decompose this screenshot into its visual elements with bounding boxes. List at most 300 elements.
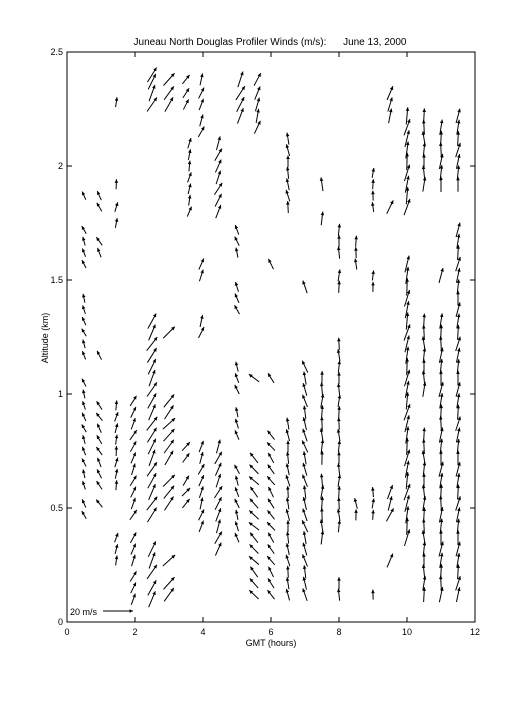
wind-arrow <box>183 453 190 462</box>
wind-arrow <box>456 337 461 351</box>
wind-arrow <box>286 190 290 201</box>
wind-arrow <box>371 590 375 600</box>
wind-arrow <box>183 88 189 98</box>
wind-arrow <box>82 401 85 409</box>
wind-arrow <box>388 496 392 510</box>
wind-arrow <box>321 531 325 545</box>
wind-arrow <box>82 379 86 387</box>
wind-arrow <box>286 144 290 156</box>
wind-arrow <box>456 496 461 510</box>
wind-arrow <box>188 149 192 160</box>
wind-arrow <box>337 463 341 475</box>
wind-arrow <box>249 477 259 485</box>
wind-arrow <box>216 519 221 533</box>
wind-arrow <box>338 269 342 281</box>
x-axis-label: GMT (hours) <box>246 638 297 648</box>
wind-arrow <box>354 247 358 258</box>
wind-arrow <box>354 259 358 270</box>
wind-arrow <box>115 446 119 456</box>
wind-arrow <box>188 138 192 148</box>
wind-arrow <box>235 499 240 508</box>
wind-arrow <box>254 73 261 86</box>
wind-arrow <box>235 510 239 520</box>
wind-arrow <box>267 556 275 565</box>
wind-arrow <box>165 97 173 111</box>
wind-arrow <box>337 486 341 498</box>
wind-arrow <box>286 486 290 498</box>
wind-arrow <box>371 282 375 292</box>
wind-arrow <box>302 440 308 452</box>
wind-arrow <box>149 325 156 341</box>
wind-arrow <box>268 533 274 543</box>
wind-arrow <box>82 511 86 519</box>
wind-arrow <box>249 510 258 519</box>
x-tick-label: 8 <box>336 627 341 637</box>
wind-arrow <box>337 224 341 236</box>
wind-arrow <box>115 469 119 479</box>
wind-arrow <box>387 485 393 499</box>
wind-arrow <box>115 423 118 433</box>
wind-arrow <box>320 519 324 533</box>
wind-arrow <box>268 567 273 577</box>
wind-arrow <box>199 99 204 110</box>
wind-arrow <box>354 236 358 247</box>
wind-arrow <box>97 424 101 433</box>
wind-arrow <box>188 184 192 194</box>
wind-arrow <box>302 554 307 566</box>
wind-arrow <box>82 469 86 478</box>
wind-arrow <box>267 522 275 530</box>
wind-arrow <box>130 571 136 581</box>
scale-arrow <box>103 609 133 613</box>
wind-arrow <box>337 383 341 395</box>
wind-arrow <box>238 72 244 88</box>
wind-arrow <box>82 447 86 455</box>
wind-arrow <box>199 486 203 498</box>
wind-arrow <box>235 362 238 372</box>
wind-arrow <box>320 371 324 385</box>
wind-arrow <box>268 487 273 497</box>
wind-arrow <box>456 576 461 590</box>
wind-arrow <box>456 177 460 192</box>
wind-arrow <box>82 237 85 246</box>
wind-arrow <box>422 108 426 123</box>
wind-arrow <box>337 349 341 361</box>
wind-arrow <box>131 418 136 429</box>
wind-arrow <box>97 481 102 489</box>
wind-arrow <box>337 509 341 521</box>
wind-arrow <box>165 451 173 465</box>
y-tick-label: 0 <box>58 617 63 627</box>
wind-arrow <box>82 260 86 268</box>
wind-arrow <box>250 453 258 463</box>
wind-arrow <box>439 268 444 283</box>
wind-arrow <box>115 533 119 542</box>
y-tick-label: 1.5 <box>50 275 63 285</box>
wind-arrow <box>250 499 258 509</box>
wind-arrow <box>286 133 290 145</box>
wind-arrow <box>147 508 156 523</box>
wind-arrow <box>97 351 102 360</box>
wind-arrow <box>82 305 85 313</box>
wind-arrow <box>286 201 290 213</box>
wind-arrow <box>337 406 341 418</box>
wind-arrow <box>338 475 342 487</box>
wind-arrow <box>354 498 358 509</box>
x-tick-label: 2 <box>132 627 137 637</box>
wind-arrow <box>82 458 86 466</box>
wind-arrow <box>97 248 101 257</box>
wind-arrow <box>235 385 240 394</box>
wind-arrow <box>250 487 257 498</box>
wind-arrow <box>286 463 290 475</box>
wind-arrow <box>82 424 86 432</box>
wind-arrow <box>149 591 156 607</box>
wind-arrow <box>199 258 204 269</box>
wind-arrow <box>235 225 239 235</box>
wind-arrow <box>235 294 239 303</box>
wind-arrow <box>235 487 239 497</box>
wind-arrow <box>115 435 119 445</box>
wind-arrow <box>302 509 307 521</box>
wind-arrow <box>199 88 205 99</box>
wind-arrow <box>422 473 426 488</box>
wind-arrow <box>320 428 324 442</box>
wind-arrow <box>199 521 204 532</box>
wind-arrow <box>199 441 204 452</box>
wind-arrow <box>215 497 221 510</box>
wind-arrow <box>337 497 341 509</box>
wind-arrow <box>286 555 290 566</box>
wind-arrow <box>163 475 175 487</box>
wind-arrow <box>337 577 341 589</box>
wind-arrow <box>303 577 307 590</box>
wind-arrow <box>235 248 239 258</box>
wind-arrow <box>250 533 258 543</box>
wind-arrow <box>456 587 460 602</box>
wind-arrow <box>115 179 119 189</box>
wind-arrow <box>96 500 102 508</box>
wind-arrow <box>147 565 157 579</box>
wind-arrow <box>164 588 174 601</box>
wind-arrow <box>165 497 174 511</box>
y-tick-label: 0.5 <box>50 503 63 513</box>
wind-arrow <box>250 578 258 588</box>
wind-arrow <box>187 207 192 217</box>
wind-arrow <box>235 282 239 292</box>
wind-arrow <box>115 458 119 468</box>
wind-arrow <box>303 372 307 385</box>
wind-arrow <box>132 464 136 475</box>
wind-arrow <box>147 97 157 111</box>
wind-arrow <box>422 359 426 374</box>
wind-arrow <box>302 395 307 407</box>
wind-arrow <box>303 406 307 419</box>
wind-arrow <box>267 476 275 485</box>
wind-arrow <box>82 435 85 444</box>
wind-arrow <box>182 499 189 508</box>
wind-arrow <box>97 458 101 467</box>
wind-arrow <box>303 497 307 510</box>
wind-arrow <box>286 440 290 452</box>
wind-arrow <box>337 247 341 259</box>
wind-arrow <box>97 435 102 444</box>
wind-arrow <box>237 108 243 123</box>
wind-arrow <box>404 199 410 215</box>
y-tick-label: 2 <box>58 161 63 171</box>
wind-arrow <box>389 109 393 124</box>
wind-arrow <box>302 543 306 556</box>
wind-arrow <box>96 413 102 421</box>
wind-arrow <box>149 484 156 500</box>
wind-arrow <box>115 412 119 421</box>
wind-arrow <box>82 390 86 399</box>
wind-arrow <box>82 413 86 421</box>
wind-arrow <box>130 532 136 542</box>
wind-arrow <box>386 508 393 521</box>
wind-arrow <box>131 582 136 593</box>
wind-arrow <box>302 588 307 600</box>
wind-arrow <box>302 361 308 373</box>
wind-arrow <box>286 577 290 589</box>
wind-arrow <box>249 522 259 530</box>
wind-arrow <box>214 486 222 498</box>
wind-arrow <box>371 510 375 520</box>
wind-arrow <box>249 590 258 599</box>
wind-arrow <box>371 179 375 189</box>
wind-arrow <box>371 270 375 280</box>
wind-arrow <box>130 430 137 440</box>
wind-arrow <box>456 257 461 271</box>
wind-arrow <box>249 556 259 564</box>
wind-arrow <box>115 400 119 410</box>
wind-arrow <box>456 143 461 157</box>
wind-arrow <box>131 498 136 509</box>
wind-arrow <box>199 509 205 520</box>
wind-arrow <box>286 566 290 578</box>
wind-arrow <box>130 476 136 486</box>
wind-arrow <box>115 480 119 490</box>
wind-arrow <box>149 404 156 420</box>
wind-arrow <box>235 305 240 314</box>
wind-arrow <box>268 259 273 269</box>
wind-arrow <box>115 218 119 228</box>
wind-arrow <box>115 544 118 554</box>
wind-arrow <box>337 418 341 430</box>
wind-arrow <box>163 418 175 429</box>
wind-arrow <box>321 212 325 226</box>
wind-arrow <box>337 361 341 373</box>
wind-arrow <box>216 474 221 487</box>
wind-arrow <box>267 442 275 450</box>
plot-area <box>67 52 475 622</box>
y-tick-label: 2.5 <box>50 47 63 57</box>
wind-arrow <box>131 407 136 418</box>
wind-arrow <box>371 487 375 497</box>
wind-arrow <box>214 183 222 195</box>
wind-arrow <box>302 475 307 487</box>
wind-arrow <box>337 235 341 247</box>
wind-arrow <box>183 476 189 486</box>
wind-arrow <box>199 327 205 338</box>
wind-arrow <box>200 452 204 464</box>
wind-arrow <box>302 383 306 396</box>
wind-arrow <box>215 463 221 476</box>
x-tick-label: 0 <box>64 627 69 637</box>
wind-arrow <box>235 407 239 417</box>
wind-arrow <box>82 499 86 507</box>
wind-arrow <box>215 148 222 160</box>
wind-arrow <box>115 97 119 107</box>
wind-arrow <box>165 405 174 419</box>
chart-title: Juneau North Douglas Profiler Winds (m/s): June 13, 2000 <box>134 37 407 48</box>
wind-arrow <box>216 171 221 184</box>
axis-ticks <box>50 47 480 637</box>
wind-arrow <box>255 98 260 112</box>
wind-arrow <box>422 428 426 443</box>
wind-arrow <box>182 488 190 496</box>
scale-label: 20 m/s <box>70 607 98 617</box>
wind-arrow <box>200 497 204 509</box>
wind-arrow <box>303 485 307 498</box>
wind-arrow <box>286 167 290 179</box>
wind-arrow <box>422 314 426 329</box>
wind-arrow <box>235 465 240 474</box>
wind-arrow <box>198 127 204 138</box>
wind-arrow <box>163 73 174 85</box>
wind-arrow <box>130 510 137 520</box>
wind-arrow <box>131 487 136 498</box>
wind-arrow <box>337 338 341 350</box>
wind-arrow <box>188 195 192 206</box>
wind-arrow <box>164 394 174 407</box>
wind-arrow <box>182 442 190 451</box>
wind-arrow <box>82 192 86 200</box>
wind-arrow <box>268 465 275 474</box>
wind-arrow <box>131 594 136 605</box>
wind-arrow <box>267 590 274 599</box>
wind-arrow <box>338 395 342 407</box>
wind-arrow <box>286 498 290 510</box>
wind-arrow <box>130 396 136 406</box>
wind-arrow <box>199 270 203 282</box>
wind-arrow <box>182 75 189 84</box>
wind-arrow <box>286 589 290 601</box>
y-axis-label: Altitude (km) <box>40 313 50 364</box>
wind-arrow <box>286 429 290 441</box>
y-tick-label: 1 <box>58 389 63 399</box>
wind-arrow <box>404 529 410 545</box>
wind-arrow <box>82 329 86 337</box>
wind-arrow <box>216 205 222 218</box>
wind-arrow <box>250 567 257 578</box>
wind-arrow <box>388 97 393 111</box>
wind-arrow <box>268 578 274 588</box>
wind-arrow <box>302 281 307 293</box>
wind-arrow <box>96 447 102 455</box>
wind-arrow <box>250 544 259 553</box>
wind-arrow <box>183 99 188 109</box>
wind-arrow <box>286 418 290 430</box>
wind-arrow <box>302 520 308 532</box>
wind-arrow <box>286 452 290 464</box>
wind-arrow <box>235 430 239 439</box>
wind-arrow <box>163 327 175 339</box>
wind-arrow <box>371 202 375 212</box>
wind-arrow <box>216 440 221 454</box>
wind-arrow <box>303 531 307 544</box>
wind-arrow <box>198 464 204 475</box>
wind-arrow <box>286 520 290 532</box>
wind-arrow <box>250 465 259 474</box>
wind-arrow <box>235 533 239 542</box>
x-tick-label: 4 <box>200 627 205 637</box>
wind-arrow <box>337 452 341 464</box>
wind-arrow <box>115 556 119 566</box>
wind-arrow <box>215 532 222 544</box>
wind-arrow <box>235 373 239 383</box>
wind-arrow <box>354 509 358 520</box>
wind-arrow <box>82 351 86 359</box>
wind-arrow <box>130 441 136 451</box>
wind-arrow <box>188 161 192 172</box>
wind-arrow <box>303 417 307 430</box>
wind-arrow <box>97 191 101 200</box>
wind-arrow <box>286 543 290 555</box>
wind-arrow <box>387 200 394 213</box>
wind-arrow <box>337 520 341 532</box>
wind-arrow <box>456 417 461 431</box>
wind-arrow <box>302 463 306 476</box>
wind-arrow <box>82 226 86 234</box>
wind-arrow <box>371 168 375 178</box>
wind-arrows <box>82 67 461 607</box>
wind-arrow <box>286 532 290 544</box>
wind-arrow <box>235 237 240 246</box>
x-tick-label: 6 <box>268 627 273 637</box>
wind-arrow <box>337 589 341 601</box>
wind-arrow <box>337 429 341 441</box>
wind-arrow <box>320 177 324 191</box>
wind-arrow <box>303 565 307 578</box>
wind-arrow <box>235 476 238 486</box>
wind-arrow <box>97 401 102 409</box>
wind-arrow <box>164 486 174 499</box>
wind-arrow <box>199 475 204 486</box>
wind-arrow <box>256 109 260 123</box>
scale-reference <box>70 607 133 617</box>
wind-arrow <box>216 136 221 150</box>
wind-arrow <box>163 577 174 589</box>
wind-arrow <box>268 453 274 463</box>
wind-arrow <box>387 554 393 568</box>
wind-arrow <box>215 160 221 173</box>
wind-arrow <box>268 373 274 383</box>
wind-arrow <box>371 191 375 201</box>
wind-arrow <box>82 317 86 325</box>
wind-arrow <box>371 499 375 509</box>
wind-arrow <box>200 73 204 85</box>
wind-arrow <box>337 281 341 293</box>
wind-arrow <box>82 248 86 256</box>
wind-arrow <box>303 451 307 464</box>
wind-arrow <box>286 155 290 167</box>
wind-arrow <box>200 115 204 127</box>
wind-arrow <box>131 544 136 555</box>
wind-arrow <box>163 555 175 566</box>
wind-arrow <box>254 121 260 134</box>
wind-arrow <box>286 475 290 486</box>
